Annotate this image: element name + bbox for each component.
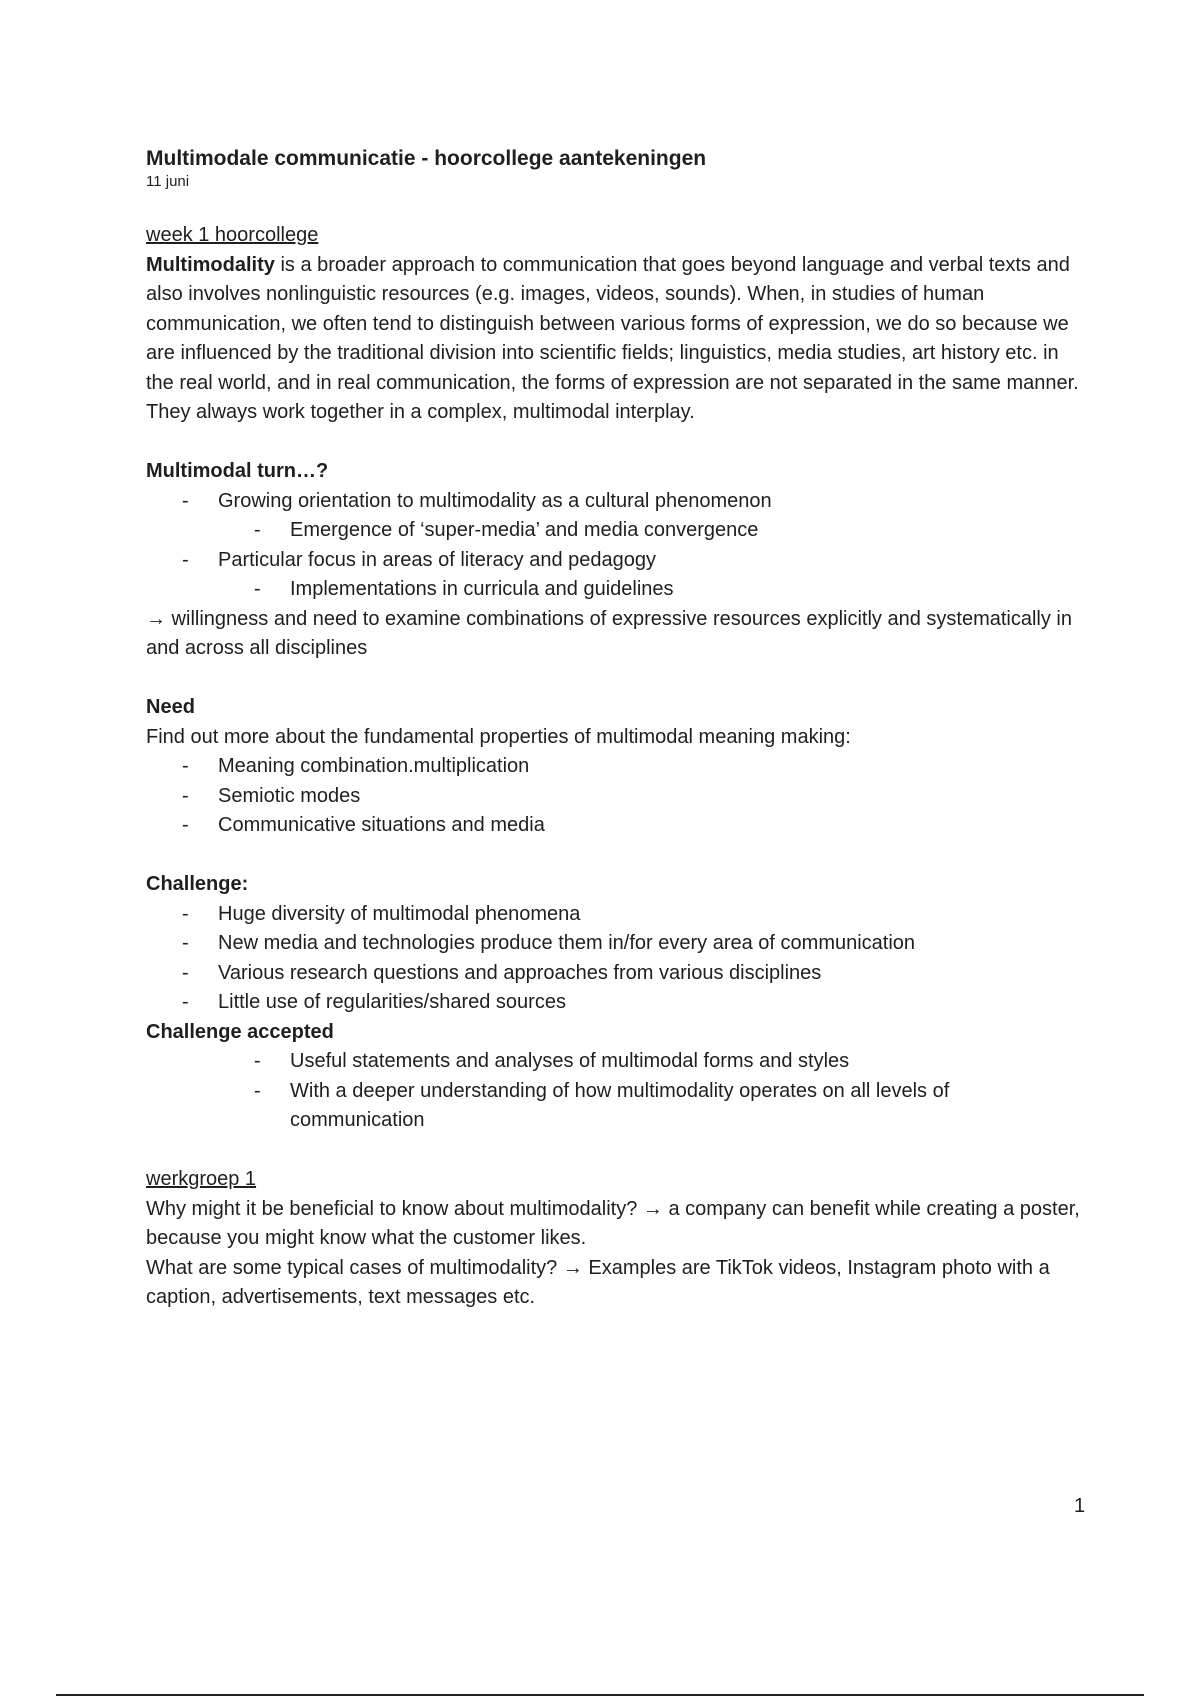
- turn-list: [146, 546, 1086, 576]
- werkgroep-heading: werkgroep 1: [146, 1168, 257, 1190]
- challenge-heading: Challenge:: [146, 873, 249, 895]
- challenge-accepted-heading: Challenge accepted: [146, 1020, 334, 1043]
- page-divider: [56, 1694, 1144, 1696]
- list-item: - Implementations in curricula and guidelines: [254, 578, 674, 600]
- page-number: 1: [1074, 1495, 1086, 1517]
- document-page: [146, 145, 1086, 1313]
- list-item: - Particular focus in areas of literacy and pedagogy: [182, 548, 657, 571]
- werkgroep-question-2: What are some typical cases of multimodality? → Examples are TikTok videos, Instagram photo with a caption, advertisements, text messages etc.: [146, 1256, 1050, 1308]
- turn-conclusion: → willingness and need to examine combinations of expressive resources explicitly and systematically in and across all disciplines: [146, 607, 1072, 659]
- list-item: - Growing orientation to multimodality as a cultural phenomenon: [182, 489, 772, 512]
- multimodality-term: Multimodality: [146, 253, 275, 276]
- week1-paragraph-text: is a broader approach to communication that goes beyond language and verbal texts and also involves nonlinguistic resources (e.g. images, videos, sounds). When, in studies of human communication, we often tend to distinguish between various forms of expression, we do so because we are influenced by the traditional division into scientific fields; linguistics, media studies, art history etc. in the real world, and in real communication, the forms of expression are not separated in the same manner. They always work together in a complex, multimodal interplay.: [146, 253, 1079, 423]
- list-item: - Meaning combination.multiplication: [182, 755, 530, 777]
- need-intro: Find out more about the fundamental properties of multimodal meaning making:: [146, 725, 851, 748]
- turn-sublist: [146, 575, 1086, 605]
- turn-heading: Multimodal turn…?: [146, 460, 329, 482]
- document-date: 11 juni: [146, 173, 190, 190]
- werkgroep-question-1: Why might it be beneficial to know about multimodality? → a company can benefit while creating a poster, because you might know what the customer likes.: [146, 1197, 1080, 1249]
- week1-paragraph: [146, 251, 1086, 428]
- list-item: - With a deeper understanding of how multimodality operates on all levels of communication: [254, 1079, 950, 1131]
- turn-sublist: [146, 516, 1086, 546]
- need-list: [146, 752, 1086, 841]
- challenge-list: [146, 900, 1086, 1018]
- list-item: - Useful statements and analyses of multimodal forms and styles: [254, 1050, 850, 1072]
- challenge-accepted-list: [146, 1047, 1086, 1136]
- need-heading: Need: [146, 696, 195, 718]
- list-item: - Huge diversity of multimodal phenomena: [182, 902, 581, 925]
- list-item: - Various research questions and approaches from various disciplines: [182, 961, 822, 984]
- list-item: - Emergence of ‘super-media’ and media convergence: [254, 519, 759, 541]
- turn-list: [146, 487, 1086, 517]
- document-title: Multimodale communicatie - hoorcollege aantekeningen: [146, 147, 707, 170]
- week1-heading: week 1 hoorcollege: [146, 224, 319, 246]
- list-item: - Semiotic modes: [182, 784, 361, 807]
- list-item: - Little use of regularities/shared sources: [182, 991, 566, 1013]
- list-item: - Communicative situations and media: [182, 814, 545, 836]
- list-item: - New media and technologies produce them in/for every area of communication: [182, 932, 916, 954]
